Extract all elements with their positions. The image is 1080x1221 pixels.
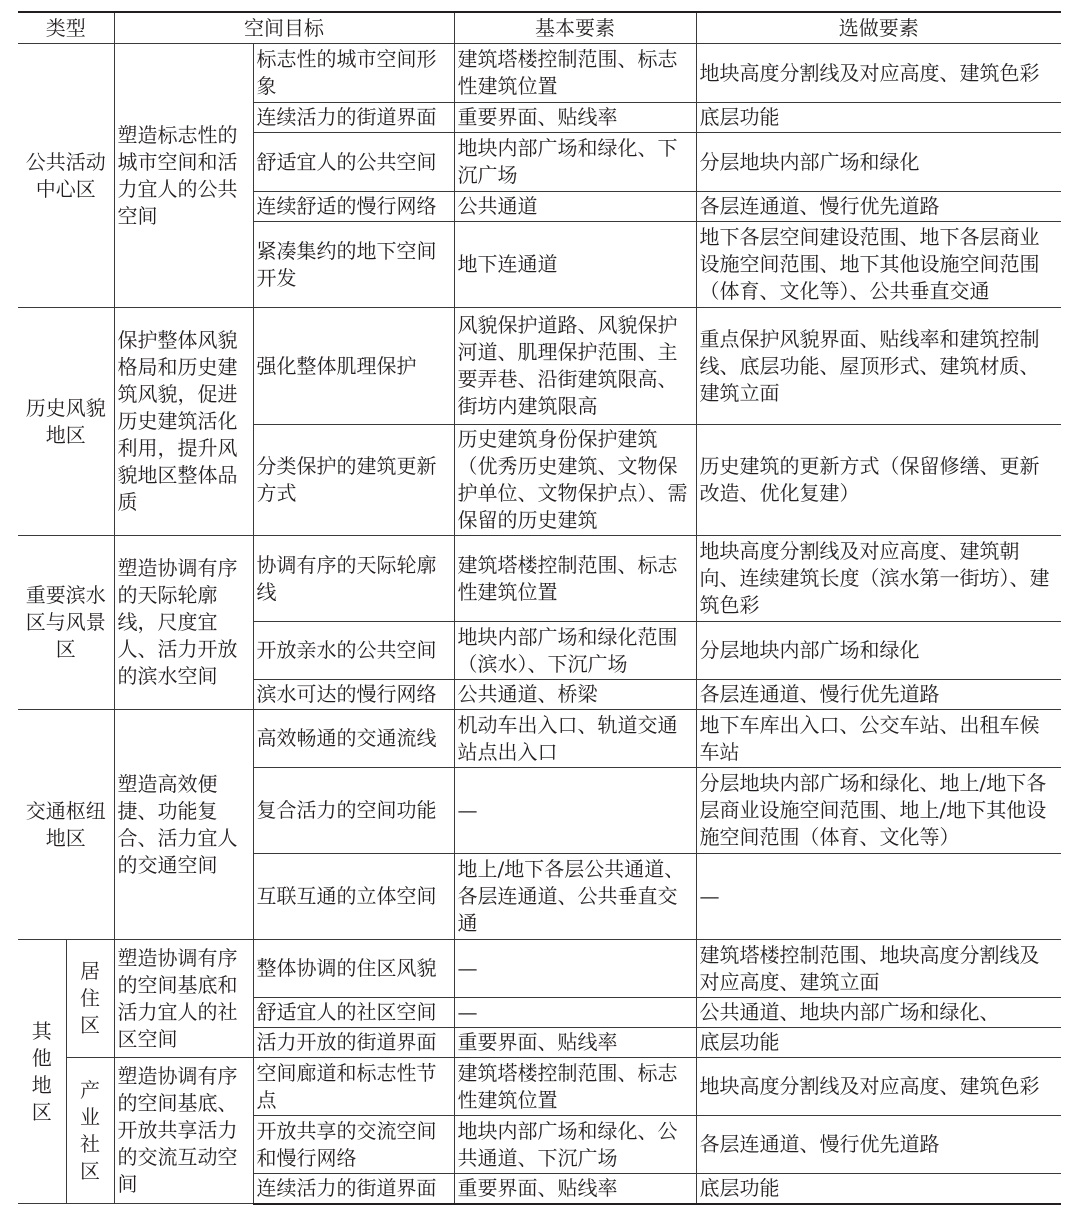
- optional-cell: 分层地块内部广场和绿化: [696, 133, 1061, 192]
- basic-cell: —: [454, 768, 696, 854]
- optional-cell: 底层功能: [696, 103, 1061, 133]
- table-row: [18, 308, 1061, 425]
- basic-cell: 重要界面、贴线率: [454, 1174, 696, 1204]
- basic-cell: 风貌保护道路、风貌保护河道、肌理保护范围、主要弄巷、沿街建筑限高、街坊内建筑限高: [454, 308, 696, 425]
- optional-cell: 地下各层空间建设范围、地下各层商业设施空间范围、地下其他设施空间范围（体育、文化等）、公共垂直交通: [696, 222, 1061, 308]
- table-container: [18, 11, 1061, 1205]
- subtype-cell: 产业社区: [66, 1058, 114, 1204]
- table-row: [18, 1058, 1061, 1116]
- basic-cell: 地块内部广场和绿化范围（滨水）、下沉广场: [454, 622, 696, 680]
- optional-cell: 建筑塔楼控制范围、地块高度分割线及对应高度、建筑立面: [696, 940, 1061, 998]
- optional-cell: 分层地块内部广场和绿化: [696, 622, 1061, 680]
- basic-cell: 地下连通道: [454, 222, 696, 308]
- target-cell: 分类保护的建筑更新方式: [253, 425, 454, 536]
- header-basic: 基本要素: [454, 12, 696, 44]
- target-cell: 连续舒适的慢行网络: [253, 192, 454, 222]
- optional-cell: —: [696, 854, 1061, 940]
- type-cell: 历史风貌地区: [18, 308, 114, 536]
- optional-cell: 地下车库出入口、公交车站、出租车候车站: [696, 710, 1061, 768]
- header-row: [18, 12, 1061, 44]
- target-cell: 连续活力的街道界面: [253, 103, 454, 133]
- target-cell: 整体协调的住区风貌: [253, 940, 454, 998]
- target-cell: 标志性的城市空间形象: [253, 44, 454, 103]
- goal-cell: 塑造协调有序的空间基底、开放共享活力的交流互动空间: [114, 1058, 253, 1204]
- target-cell: 复合活力的空间功能: [253, 768, 454, 854]
- optional-cell: 底层功能: [696, 1028, 1061, 1058]
- header-goal: 空间目标: [114, 12, 454, 44]
- table-row: [18, 536, 1061, 622]
- table-row: [18, 710, 1061, 768]
- target-cell: 活力开放的街道界面: [253, 1028, 454, 1058]
- target-cell: 强化整体肌理保护: [253, 308, 454, 425]
- basic-cell: 重要界面、贴线率: [454, 1028, 696, 1058]
- basic-cell: 建筑塔楼控制范围、标志性建筑位置: [454, 536, 696, 622]
- target-cell: 开放亲水的公共空间: [253, 622, 454, 680]
- optional-cell: 地块高度分割线及对应高度、建筑色彩: [696, 1058, 1061, 1116]
- target-cell: 连续活力的街道界面: [253, 1174, 454, 1204]
- basic-cell: 重要界面、贴线率: [454, 103, 696, 133]
- type-cell: 交通枢纽地区: [18, 710, 114, 940]
- optional-cell: 各层连通道、慢行优先道路: [696, 192, 1061, 222]
- optional-cell: 公共通道、地块内部广场和绿化、: [696, 998, 1061, 1028]
- basic-cell: 地上/地下各层公共通道、各层连通道、公共垂直交通: [454, 854, 696, 940]
- basic-cell: 历史建筑身份保护建筑（优秀历史建筑、文物保护单位、文物保护点）、需保留的历史建筑: [454, 425, 696, 536]
- optional-cell: 各层连通道、慢行优先道路: [696, 680, 1061, 710]
- target-cell: 互联互通的立体空间: [253, 854, 454, 940]
- optional-cell: 各层连通道、慢行优先道路: [696, 1116, 1061, 1174]
- basic-cell: 地块内部广场和绿化、下沉广场: [454, 133, 696, 192]
- optional-cell: 分层地块内部广场和绿化、地上/地下各层商业设施空间范围、地上/地下其他设施空间范围（体育、文化等）: [696, 768, 1061, 854]
- goal-cell: 塑造高效便捷、功能复合、活力宜人的交通空间: [114, 710, 253, 940]
- goal-cell: 保护整体风貌格局和历史建筑风貌，促进历史建筑活化利用，提升风貌地区整体品质: [114, 308, 253, 536]
- goal-cell: 塑造协调有序的空间基底和活力宜人的社区空间: [114, 940, 253, 1058]
- basic-cell: —: [454, 940, 696, 998]
- basic-cell: 建筑塔楼控制范围、标志性建筑位置: [454, 1058, 696, 1116]
- subtype-cell: 居住区: [66, 940, 114, 1058]
- basic-cell: 地块内部广场和绿化、公共通道、下沉广场: [454, 1116, 696, 1174]
- target-cell: 滨水可达的慢行网络: [253, 680, 454, 710]
- optional-cell: 历史建筑的更新方式（保留修缮、更新改造、优化复建）: [696, 425, 1061, 536]
- target-cell: 开放共享的交流空间和慢行网络: [253, 1116, 454, 1174]
- goal-cell: 塑造协调有序的天际轮廓线，尺度宜人、活力开放的滨水空间: [114, 536, 253, 710]
- basic-cell: —: [454, 998, 696, 1028]
- type-cell: 其他地区: [18, 940, 66, 1204]
- target-cell: 紧凑集约的地下空间开发: [253, 222, 454, 308]
- header-optional: 选做要素: [696, 12, 1061, 44]
- type-cell: 重要滨水区与风景区: [18, 536, 114, 710]
- target-cell: 高效畅通的交通流线: [253, 710, 454, 768]
- optional-cell: 底层功能: [696, 1174, 1061, 1204]
- optional-cell: 地块高度分割线及对应高度、建筑色彩: [696, 44, 1061, 103]
- target-cell: 空间廊道和标志性节点: [253, 1058, 454, 1116]
- basic-cell: 机动车出入口、轨道交通站点出入口: [454, 710, 696, 768]
- target-cell: 协调有序的天际轮廓线: [253, 536, 454, 622]
- basic-cell: 公共通道: [454, 192, 696, 222]
- table-row: [18, 940, 1061, 998]
- basic-cell: 公共通道、桥梁: [454, 680, 696, 710]
- optional-cell: 地块高度分割线及对应高度、建筑朝向、连续建筑长度（滨水第一街坊）、建筑色彩: [696, 536, 1061, 622]
- planning-elements-table: [18, 11, 1061, 1205]
- optional-cell: 重点保护风貌界面、贴线率和建筑控制线、底层功能、屋顶形式、建筑材质、建筑立面: [696, 308, 1061, 425]
- target-cell: 舒适宜人的公共空间: [253, 133, 454, 192]
- goal-cell: 塑造标志性的城市空间和活力宜人的公共空间: [114, 44, 253, 308]
- target-cell: 舒适宜人的社区空间: [253, 998, 454, 1028]
- table-row: [18, 44, 1061, 103]
- header-type: 类型: [18, 12, 114, 44]
- basic-cell: 建筑塔楼控制范围、标志性建筑位置: [454, 44, 696, 103]
- type-cell: 公共活动中心区: [18, 44, 114, 308]
